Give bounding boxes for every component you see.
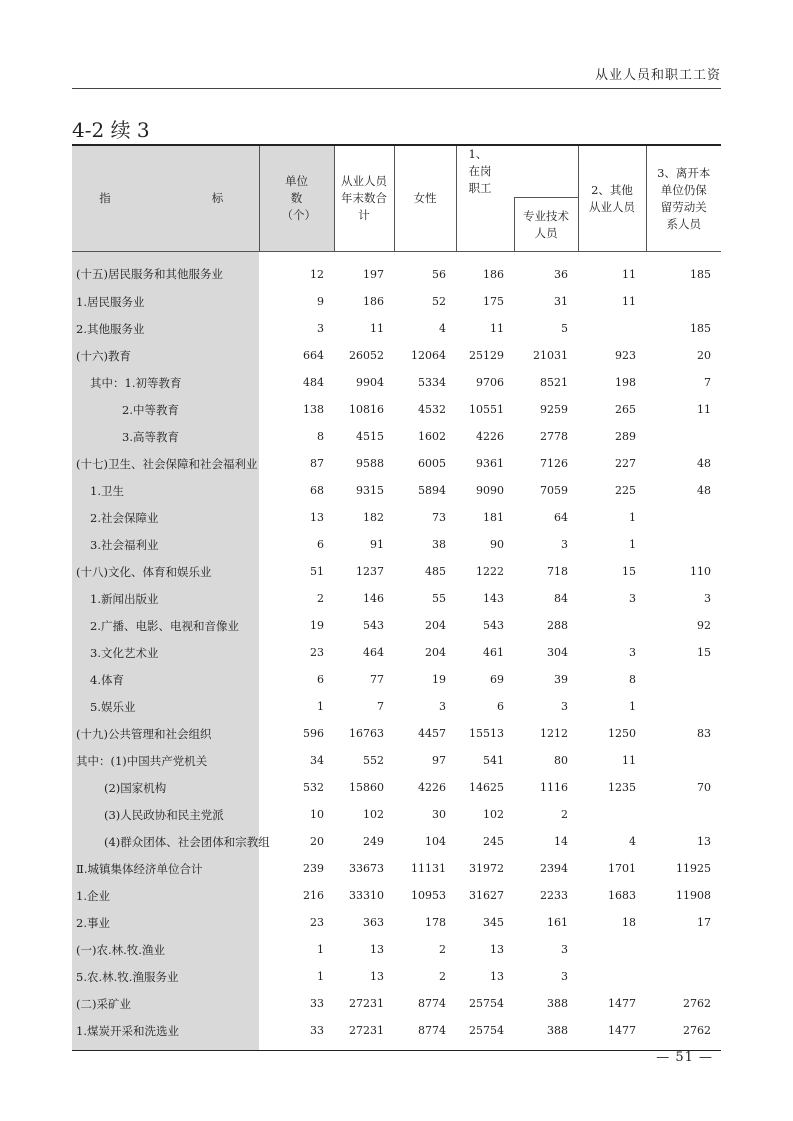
row-value: 11: [697, 403, 712, 416]
row-value: 197: [363, 267, 384, 281]
row-value: 17: [697, 916, 712, 929]
row-value: 14625: [469, 781, 504, 794]
row-value: 3: [561, 700, 569, 713]
row-value: 8: [317, 430, 324, 443]
row-value: [578, 801, 646, 828]
row-value: [578, 963, 646, 990]
row-value: 1602: [418, 430, 446, 443]
row-value: 73: [432, 511, 446, 524]
table-row: [72, 990, 721, 1017]
row-value: 102: [483, 808, 504, 821]
table-row: [72, 477, 721, 504]
header-female: 女性: [394, 145, 456, 252]
row-value: 4: [629, 835, 637, 848]
row-label: (十七)卫生、社会保障和社会福利业: [72, 450, 259, 477]
row-value: 16763: [349, 727, 384, 740]
table-row: [72, 396, 721, 423]
row-value: 15513: [469, 727, 504, 740]
row-value: 27231: [349, 997, 384, 1010]
row-value: 12: [310, 267, 324, 281]
row-label: 1.新闻出版业: [72, 585, 259, 612]
row-value: 26052: [349, 349, 384, 362]
row-value: 143: [483, 592, 504, 605]
table-row: [72, 720, 721, 747]
row-value: 21031: [533, 349, 569, 362]
row-value: 36: [554, 267, 569, 281]
row-value: 1237: [356, 565, 384, 578]
row-value: 52: [432, 295, 446, 308]
row-value: 5: [561, 322, 569, 335]
row-value: 33: [310, 997, 324, 1010]
table-row: [72, 558, 721, 585]
row-value: 84: [554, 592, 569, 605]
row-value: 3: [561, 943, 569, 956]
row-value: 3: [317, 322, 324, 335]
row-value: 10953: [411, 889, 446, 902]
row-label: 5.农.林.牧.渔服务业: [72, 963, 259, 990]
table-row: [72, 882, 721, 909]
row-label: (2)国家机构: [72, 774, 259, 801]
table-row: [72, 693, 721, 720]
row-value: 1212: [540, 727, 569, 740]
row-label: (二)采矿业: [72, 990, 259, 1017]
row-value: 4226: [476, 430, 504, 443]
row-value: 14: [554, 835, 569, 848]
row-value: 8521: [540, 376, 569, 389]
header-employed-total: 从业人员年末数合 计: [334, 145, 394, 252]
row-value: 9588: [356, 457, 384, 470]
row-value: 34: [310, 754, 324, 767]
table-row: [72, 936, 721, 963]
row-value: 9361: [476, 457, 504, 470]
row-label: 3.社会福利业: [72, 531, 259, 558]
row-value: [646, 531, 721, 558]
row-value: 4: [439, 322, 446, 335]
table-row: [72, 450, 721, 477]
row-value: 15860: [349, 781, 384, 794]
table-row: [72, 342, 721, 369]
row-label: 其中：(1)中国共产党机关: [72, 747, 259, 774]
row-value: 10: [310, 808, 324, 821]
row-value: 2: [439, 970, 446, 983]
table-row: [72, 531, 721, 558]
row-value: [646, 747, 721, 774]
row-value: [646, 666, 721, 693]
row-value: 8774: [418, 997, 446, 1010]
row-value: 9259: [540, 403, 569, 416]
row-value: 138: [303, 403, 324, 416]
header-rule: [72, 88, 721, 89]
table-row: [72, 369, 721, 396]
row-value: 225: [615, 484, 637, 497]
row-value: 7: [704, 376, 712, 389]
row-value: 64: [554, 511, 569, 524]
statistics-table: [72, 144, 721, 1051]
row-value: 6005: [418, 457, 446, 470]
table-row: [72, 963, 721, 990]
row-value: 102: [363, 808, 384, 821]
row-value: 4532: [418, 403, 446, 416]
row-value: 9904: [356, 376, 384, 389]
table-row: [72, 666, 721, 693]
row-label: (十六)教育: [72, 342, 259, 369]
row-value: 5334: [418, 376, 446, 389]
row-label: (十五)居民服务和其他服务业: [72, 252, 259, 289]
row-value: 198: [615, 376, 637, 389]
table-row: [72, 252, 721, 289]
row-value: 7059: [540, 484, 569, 497]
row-value: 204: [425, 619, 446, 632]
row-label: 其中：1.初等教育: [72, 369, 259, 396]
row-value: 664: [303, 349, 324, 362]
table-row: [72, 828, 721, 855]
row-value: 2: [561, 808, 569, 821]
row-value: 33673: [349, 862, 384, 875]
row-value: 51: [310, 565, 324, 578]
row-value: 543: [363, 619, 384, 632]
row-value: 20: [697, 349, 712, 362]
row-value: [646, 504, 721, 531]
row-label: (4)群众团体、社会团体和宗教组: [72, 828, 259, 855]
row-value: 83: [697, 727, 712, 740]
row-value: 48: [697, 484, 712, 497]
table-row: [72, 504, 721, 531]
row-value: 11: [622, 267, 637, 281]
row-value: 11925: [676, 862, 712, 875]
table-row: [72, 909, 721, 936]
row-value: 39: [554, 673, 569, 686]
row-value: 25129: [469, 349, 504, 362]
table-row: [72, 801, 721, 828]
row-value: 464: [363, 646, 384, 659]
row-value: 70: [697, 781, 712, 794]
page-number: — 51 —: [656, 1050, 713, 1065]
row-value: 15: [697, 646, 712, 659]
row-value: 185: [690, 322, 712, 335]
table-body: [72, 252, 721, 1051]
row-value: 182: [363, 511, 384, 524]
row-value: 11: [490, 322, 504, 335]
row-value: 10551: [469, 403, 504, 416]
table-row: [72, 612, 721, 639]
row-value: 87: [310, 457, 324, 470]
row-value: 1683: [608, 889, 637, 902]
row-value: 69: [490, 673, 504, 686]
row-value: 11908: [676, 889, 712, 902]
row-value: 204: [425, 646, 446, 659]
row-value: 13: [310, 511, 324, 524]
row-value: 185: [690, 267, 712, 281]
row-value: 12064: [411, 349, 446, 362]
row-value: 90: [490, 538, 504, 551]
row-value: 461: [483, 646, 504, 659]
row-value: 3: [561, 970, 569, 983]
row-value: 55: [432, 592, 446, 605]
row-value: 4515: [356, 430, 384, 443]
row-value: 68: [310, 484, 324, 497]
row-value: 9706: [476, 376, 504, 389]
row-value: 23: [310, 646, 324, 659]
header-professional: 专业技术人员: [514, 198, 578, 252]
row-label: 1.卫生: [72, 477, 259, 504]
header-retained: 3、离开本单位仍保留劳动关系人员: [646, 145, 721, 252]
table-title: 4-2 续 3: [72, 118, 150, 142]
row-value: 19: [432, 673, 446, 686]
row-value: 18: [622, 916, 637, 929]
row-value: 186: [363, 295, 384, 308]
running-head: 从业人员和职工工资: [594, 68, 721, 83]
row-value: 1222: [476, 565, 504, 578]
row-value: 11: [622, 754, 637, 767]
row-label: 4.体育: [72, 666, 259, 693]
table-row: [72, 1017, 721, 1051]
row-value: 7126: [540, 457, 569, 470]
row-value: 485: [425, 565, 446, 578]
row-value: 532: [303, 781, 324, 794]
row-value: 2: [439, 943, 446, 956]
row-value: [646, 693, 721, 720]
row-value: [646, 288, 721, 315]
row-value: 484: [303, 376, 324, 389]
row-value: 30: [432, 808, 446, 821]
row-value: 552: [363, 754, 384, 767]
table-row: [72, 423, 721, 450]
row-value: 541: [483, 754, 504, 767]
row-value: [578, 936, 646, 963]
row-value: 304: [547, 646, 569, 659]
header-units: 单位数（个）: [259, 145, 334, 252]
row-value: 8774: [394, 1017, 456, 1051]
row-value: 718: [547, 565, 569, 578]
row-value: 345: [483, 916, 504, 929]
row-value: [578, 315, 646, 342]
row-value: [646, 963, 721, 990]
row-value: 33: [259, 1017, 334, 1051]
row-value: 227: [615, 457, 637, 470]
row-value: 1701: [608, 862, 637, 875]
table-row: [72, 288, 721, 315]
table-row: [72, 774, 721, 801]
row-label: 1.煤炭开采和洗选业: [72, 1017, 259, 1051]
row-label: 2.事业: [72, 909, 259, 936]
row-value: [646, 936, 721, 963]
row-value: 56: [432, 267, 446, 281]
row-value: 1250: [608, 727, 637, 740]
row-value: 1: [317, 700, 324, 713]
row-label: (十九)公共管理和社会组织: [72, 720, 259, 747]
row-value: 27231: [334, 1017, 394, 1051]
row-value: 363: [363, 916, 384, 929]
row-value: 923: [615, 349, 637, 362]
row-value: 13: [697, 835, 712, 848]
header-indicator: 指 标: [72, 145, 259, 252]
row-value: 11: [622, 295, 637, 308]
row-value: 92: [697, 619, 712, 632]
row-value: 388: [547, 997, 569, 1010]
row-label: 5.娱乐业: [72, 693, 259, 720]
row-value: 9090: [476, 484, 504, 497]
row-value: 161: [547, 916, 569, 929]
row-value: 31627: [469, 889, 504, 902]
row-value: 146: [363, 592, 384, 605]
row-value: [578, 612, 646, 639]
row-label: (十八)文化、体育和娱乐业: [72, 558, 259, 585]
row-value: 11131: [411, 862, 446, 875]
row-value: 15: [622, 565, 637, 578]
row-value: 6: [317, 673, 324, 686]
row-value: 9315: [356, 484, 384, 497]
row-value: 13: [490, 943, 504, 956]
row-value: 249: [363, 835, 384, 848]
row-value: 6: [317, 538, 324, 551]
row-label: (3)人民政协和民主党派: [72, 801, 259, 828]
row-value: 543: [483, 619, 504, 632]
row-value: 13: [370, 970, 384, 983]
row-value: 289: [615, 430, 637, 443]
row-value: 1: [629, 700, 637, 713]
row-value: 3: [561, 538, 569, 551]
row-value: 388: [514, 1017, 578, 1051]
row-value: 4457: [418, 727, 446, 740]
row-value: 91: [370, 538, 384, 551]
row-value: 38: [432, 538, 446, 551]
row-value: 2: [317, 592, 324, 605]
row-value: 77: [370, 673, 384, 686]
row-value: 5894: [418, 484, 446, 497]
row-value: 239: [303, 862, 324, 875]
row-value: 178: [425, 916, 446, 929]
row-value: 7: [377, 700, 384, 713]
row-label: (一)农.林.牧.渔业: [72, 936, 259, 963]
table-row: [72, 639, 721, 666]
row-label: 2.广播、电影、电视和音像业: [72, 612, 259, 639]
row-value: 3: [629, 646, 637, 659]
row-label: 3.文化艺术业: [72, 639, 259, 666]
row-value: [646, 423, 721, 450]
row-value: 104: [425, 835, 446, 848]
row-value: 3: [439, 700, 446, 713]
row-value: 1116: [540, 781, 569, 794]
row-value: 2762: [683, 997, 712, 1010]
row-value: 265: [615, 403, 637, 416]
row-value: 6: [497, 700, 504, 713]
row-value: 3: [629, 592, 637, 605]
row-value: 2762: [646, 1017, 721, 1051]
row-value: 1235: [608, 781, 637, 794]
row-value: 19: [310, 619, 324, 632]
row-value: 175: [483, 295, 504, 308]
row-value: 11: [370, 322, 384, 335]
table-row: [72, 315, 721, 342]
row-value: 13: [370, 943, 384, 956]
row-label: 1.企业: [72, 882, 259, 909]
row-value: 110: [690, 565, 712, 578]
row-value: 4226: [418, 781, 446, 794]
row-value: 1: [629, 538, 637, 551]
header-on-post-spacer: [456, 198, 514, 252]
row-value: 97: [432, 754, 446, 767]
row-value: 3: [704, 592, 712, 605]
table-row: [72, 855, 721, 882]
row-value: 216: [303, 889, 324, 902]
header-on-post: 1、在岗职工: [456, 145, 578, 198]
row-value: 10816: [349, 403, 384, 416]
row-value: 31: [554, 295, 569, 308]
row-value: 288: [547, 619, 569, 632]
row-value: 186: [483, 267, 504, 281]
row-value: 31972: [469, 862, 504, 875]
row-value: 33310: [349, 889, 384, 902]
row-value: 245: [483, 835, 504, 848]
row-value: 8: [629, 673, 637, 686]
row-value: 1: [629, 511, 637, 524]
row-value: 2394: [540, 862, 569, 875]
row-value: 25754: [456, 1017, 514, 1051]
row-value: 596: [303, 727, 324, 740]
row-label: 2.其他服务业: [72, 315, 259, 342]
row-value: 13: [490, 970, 504, 983]
table-row: [72, 747, 721, 774]
row-value: [646, 801, 721, 828]
row-value: 1: [317, 970, 324, 983]
row-label: 2.社会保障业: [72, 504, 259, 531]
header-other-employed: 2、其他从业人员: [578, 145, 646, 252]
row-label: 1.居民服务业: [72, 288, 259, 315]
row-value: 23: [310, 916, 324, 929]
row-label: 3.高等教育: [72, 423, 259, 450]
row-label: 2.中等教育: [72, 396, 259, 423]
row-value: 20: [310, 835, 324, 848]
row-value: 48: [697, 457, 712, 470]
row-value: 1477: [608, 997, 637, 1010]
row-value: 1: [317, 943, 324, 956]
row-value: 1477: [578, 1017, 646, 1051]
row-value: 2233: [540, 889, 569, 902]
table-row: [72, 585, 721, 612]
row-value: 9: [317, 295, 324, 308]
row-value: 80: [554, 754, 569, 767]
row-value: 2778: [540, 430, 569, 443]
row-value: 181: [483, 511, 504, 524]
row-value: 25754: [469, 997, 504, 1010]
row-label: Ⅱ.城镇集体经济单位合计: [72, 855, 259, 882]
